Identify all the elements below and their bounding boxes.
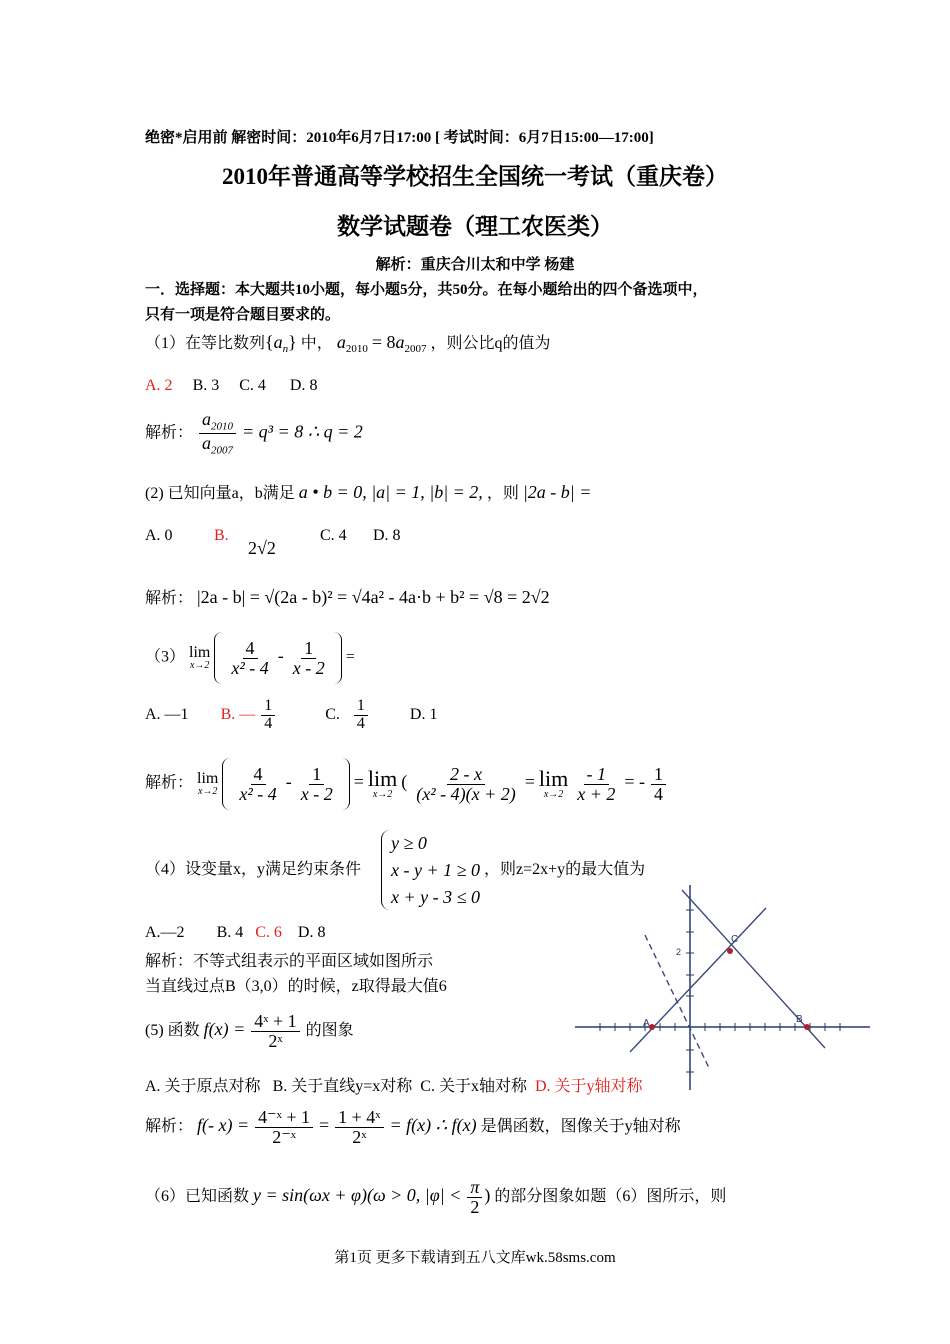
q2-option-b: B. — [214, 527, 229, 544]
q2-option-b-value: 2√2 — [248, 538, 276, 558]
q2-option-c: C. 4 — [320, 527, 347, 544]
q4-solution-line2: 当直线过点B（3,0）的时候，z取得最大值6 — [145, 978, 447, 995]
q3-solution: 解析： lim x→2 $\frac{4}{\text{x² - 4}}$ - $\frac{1}{x - 2}$ = lim x→2 ( $\frac{2 - x}{\text{(x² - 4)(x + 2)}}$ = lim x→2 $\frac{- 1}{x + 2}$ = - $\frac{1}{4}$ — [145, 758, 668, 810]
q2-stem: (2) 已知向量a，b满足 a • b = 0, |a| = 1, |b| = 2, ，则 |2a - b| = — [145, 482, 592, 502]
q5-option-b: B. 关于直线y=x对称 — [272, 1078, 413, 1095]
q2-option-d: D. 8 — [373, 527, 401, 544]
line-x-minus-y-plus-1 — [630, 908, 766, 1052]
secret-line: 绝密*启用前 解密时间：2010年6月7日17:00 [ 考试时间：6月7日15:00—17:00] — [145, 130, 654, 146]
q4-constraints — [391, 830, 480, 911]
q1-option-a: A. 2 — [145, 377, 173, 394]
section-heading-line2: 只有一项是符合题目要求的。 — [145, 307, 341, 323]
q4-solution-line1: 解析：不等式组表示的平面区域如图所示 — [145, 953, 434, 970]
line-x-plus-y-minus-3 — [682, 890, 825, 1048]
point-c — [727, 948, 733, 954]
q3-option-a: A. —1 — [145, 705, 189, 723]
q1-option-d: D. 8 — [289, 377, 318, 394]
label-b: B — [796, 1014, 803, 1025]
q1-options — [145, 377, 317, 395]
q5-solution: 解析： f(- x) = $\frac{\text{4⁻ˣ + 1}}{\text{2⁻ˣ}}$ = $\frac{\text{1 + 4ˣ}}{\text{2ˣ}}$ = f(x) ∴ f(x) 是偶函数，图像关于y轴对称 — [145, 1107, 681, 1147]
q4-stem-prefix: （4）设变量x，y满足约束条件 — [145, 861, 362, 878]
q4-constraint-brace — [381, 830, 390, 910]
q4-constraint-3: x + y - 3 ≤ 0 — [391, 887, 480, 907]
q4-option-a: A.—2 — [145, 924, 185, 941]
q4-region-graph — [570, 880, 875, 1095]
page-footer: 第1页 更多下载请到五八文库wk.58sms.com — [334, 1250, 616, 1266]
point-b — [804, 1024, 810, 1030]
q4-constraint-2: x - y + 1 ≥ 0 — [391, 860, 480, 880]
label-c: C — [731, 934, 739, 945]
section-heading-line1: 一．选择题：本大题共10小题，每小题5分，共50分。在每小题给出的四个备选项中， — [145, 282, 708, 298]
q5-options — [145, 1073, 643, 1096]
q1-option-b: B. 3 — [192, 377, 220, 394]
q1-option-c: C. 4 — [239, 377, 266, 394]
q4-constraint-1: y ≥ 0 — [391, 833, 427, 853]
q4-option-c: C. 6 — [255, 924, 282, 941]
q5-stem: (5) 函数 f(x) = $\frac{\text{4ˣ + 1}}{\text{2ˣ}}$ 的图象 — [145, 1011, 354, 1051]
tick-label-2: 2 — [676, 947, 682, 957]
author-line: 解析：重庆合川太和中学 杨建 — [375, 257, 575, 273]
q3-options: A. —1 B. — $\frac{1}{4}$ C. $\frac{1}{4}$ D. 1 — [145, 697, 438, 732]
page-subtitle: 数学试题卷（理工农医类） — [337, 214, 613, 239]
q3-stem: （3） lim x→2 $\frac{4}{\text{x² - 4}}$ - $\frac{1}{x - 2}$ = — [145, 632, 355, 684]
q3-option-c: C. — [325, 705, 340, 723]
q2-solution: 解析： |2a - b| = √(2a - b)² = √4a² - 4a·b + b² = √8 = 2√2 — [145, 587, 550, 607]
q6-stem: （6）已知函数 y = sin(ωx + φ)(ω > 0, |φ| < $\frac{\pi}{2}$ ) 的部分图象如题（6）图所示，则 — [145, 1177, 727, 1217]
q5-option-d: D. 关于y轴对称 — [534, 1078, 643, 1095]
q3-option-b: B. — — [220, 705, 256, 723]
q1-stem: （1）在等比数列$\{a_n\}$ 中， $a_{2010} = 8a_{2007}$ ，则公比q的值为 — [145, 332, 551, 356]
label-a: A — [643, 1018, 650, 1029]
q2-options-a: A. 0 — [145, 527, 173, 544]
q4-option-b: B. 4 — [216, 924, 244, 941]
q4-option-d: D. 8 — [297, 924, 326, 941]
page-title: 2010年普通高等学校招生全国统一考试（重庆卷） — [222, 164, 728, 189]
q4-options — [145, 924, 325, 942]
q3-option-d: D. 1 — [409, 705, 438, 723]
q5-option-c: C. 关于x轴对称 — [420, 1078, 527, 1095]
point-a — [649, 1024, 655, 1030]
q4-stem-suffix: ，则z=2x+y的最大值为 — [484, 861, 646, 878]
q1-solution: 解析： $\frac{a_{2010}}{a_{2007}}$ = q³ = 8 ∴ q = 2 — [145, 409, 363, 457]
q5-option-a: A. 关于原点对称 — [145, 1078, 261, 1095]
